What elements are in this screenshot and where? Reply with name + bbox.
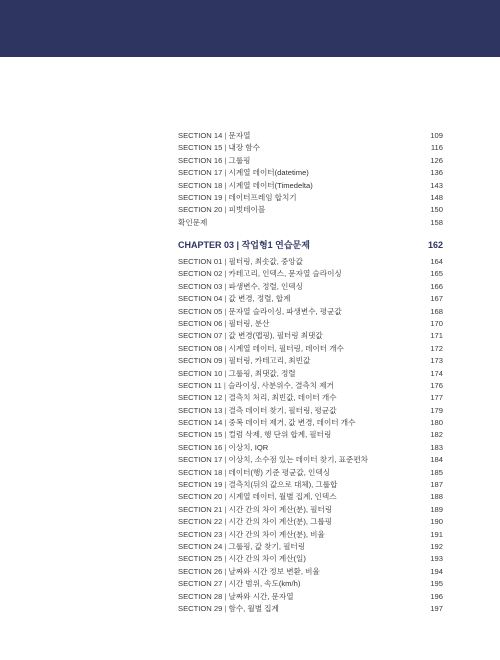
toc-entry-label [178,504,332,516]
toc-entry-label [178,330,323,342]
section-title: 문자열 슬라이싱, 파생변수, 평균값 [228,306,342,316]
section-separator: | [222,281,229,291]
section-number: SECTION 28 [178,591,223,601]
page-number: 190 [430,517,443,527]
toc-entry-label [178,380,334,392]
toc-entry-label [178,130,251,142]
section-separator: | [222,306,229,316]
section-number: SECTION 16 [178,155,223,165]
page-number: 187 [430,480,443,490]
page-number: 179 [430,405,443,415]
page-number: 196 [430,591,443,601]
section-number: SECTION 16 [178,442,223,452]
section-separator: | [222,430,229,440]
section-title: 날짜와 시간 정보 변환, 비율 [228,566,320,576]
toc-entry[interactable] [178,380,443,392]
section-number: SECTION 17 [178,455,223,465]
page-number: 165 [430,269,443,279]
section-separator: | [222,343,229,353]
toc-entry[interactable] [178,192,443,204]
toc-entry-label [178,355,310,367]
section-separator: | [222,368,229,378]
page-number: 191 [430,529,443,539]
section-number: SECTION 10 [178,368,223,378]
toc-entry[interactable] [178,318,443,330]
toc-entry[interactable] [178,467,443,479]
section-title: 필터링, 최솟값, 중앙값 [228,257,303,266]
section-title: 시간 간의 차이 계산(일) [228,554,306,564]
toc-entry-label [178,204,265,216]
page-number: 177 [430,393,443,403]
toc-entry-label [178,293,290,305]
toc-entry[interactable] [178,180,443,192]
section-number: SECTION 08 [178,343,223,353]
section-number: SECTION 14 [178,131,223,140]
toc-entry-label [178,155,251,167]
page-number: 189 [430,504,443,514]
toc-part-a [178,130,443,229]
toc-entry-label [178,405,337,417]
toc-entry-label [178,167,309,179]
toc-entry-label [178,306,342,318]
toc-entry[interactable] [178,167,443,179]
page-number: 158 [430,217,443,227]
page-number: 188 [430,492,443,502]
section-separator: | [222,318,229,328]
chapter-separator: | [236,240,242,250]
section-title: 값 변경(맵핑), 필터링 최댓값 [228,331,323,341]
section-number: SECTION 18 [178,467,223,477]
section-separator: | [222,418,229,428]
section-number: SECTION 11 [178,380,222,390]
section-separator: | [222,143,229,153]
header-band [0,0,500,57]
page-number: 171 [430,331,443,341]
toc-entry-label [178,467,330,479]
section-title: 시간 간의 차이 계산(분), 비율 [228,529,325,539]
section-number: SECTION 29 [178,603,223,613]
toc-entry-label [178,180,313,192]
chapter-heading[interactable] [178,238,443,251]
toc-entry[interactable] [178,578,443,590]
section-title: 결측치 처리, 최빈값, 데이터 개수 [228,393,337,403]
section-number: SECTION 12 [178,393,223,403]
section-number: SECTION 14 [178,418,223,428]
section-separator: | [222,257,229,266]
chapter-title-wrap [178,238,310,251]
section-number: SECTION 05 [178,306,223,316]
section-number: SECTION 09 [178,356,223,366]
toc-entry[interactable] [178,516,443,528]
chapter-page: 162 [427,240,443,250]
page-number: 168 [430,306,443,316]
section-title: 시간 범위, 속도(km/h) [228,579,301,589]
section-separator: | [222,591,229,601]
toc-entry-label [178,578,300,590]
toc-entry[interactable] [178,454,443,466]
page-number: 195 [430,579,443,589]
page-number: 182 [430,430,443,440]
toc-entry-label [178,591,294,603]
section-separator: | [221,380,228,390]
section-number: SECTION 07 [178,331,223,341]
page-number: 174 [430,368,443,378]
section-number: SECTION 06 [178,318,223,328]
section-separator: | [222,180,229,190]
toc-entry[interactable] [178,392,443,404]
section-number: SECTION 17 [178,168,223,178]
section-number: SECTION 04 [178,294,223,304]
section-separator: | [222,603,229,613]
section-title: 시계열 데이터, 월별 집계, 인덱스 [228,492,337,502]
toc-entry[interactable] [178,417,443,429]
toc-entry[interactable] [178,306,443,318]
toc-entry[interactable] [178,591,443,603]
page-number: 126 [430,155,443,165]
page-number: 167 [430,294,443,304]
section-title: 시계열 데이터, 필터링, 데이터 개수 [228,343,344,353]
section-title: 피벗테이블 [228,205,266,215]
toc-entry[interactable] [178,504,443,516]
page-number: 194 [430,566,443,576]
section-title: 중복 데이터 제거, 값 변경, 데이터 개수 [228,418,356,428]
section-number: SECTION 24 [178,541,223,551]
section-separator: | [222,541,229,551]
section-number: SECTION 19 [178,480,223,490]
toc-entry-label [178,566,320,578]
section-title: 함수, 월별 집계 [228,603,279,613]
page-number: 180 [430,418,443,428]
toc-entry[interactable] [178,368,443,380]
page-number: 150 [430,205,443,215]
section-title: 문자열 [228,131,251,140]
section-title: 그룹핑, 최댓값, 정렬 [228,368,296,378]
toc-entry[interactable] [178,541,443,553]
toc-entry[interactable] [178,429,443,441]
section-separator: | [222,455,229,465]
toc-entry-label [178,392,337,404]
toc-entry[interactable] [178,603,443,615]
toc-entry-label [178,516,332,528]
toc-entry-label [178,281,303,293]
page-number: 143 [430,180,443,190]
section-separator: | [222,517,229,527]
toc-entry-label [178,256,303,268]
toc-entry[interactable] [178,217,443,229]
chapter-label: CHAPTER 03 [178,240,235,250]
chapter-title: 작업형1 연습문제 [241,240,310,250]
toc-entry[interactable] [178,529,443,541]
section-number: SECTION 27 [178,579,223,589]
section-separator: | [222,480,229,490]
page-number: 172 [430,343,443,353]
page-number: 173 [430,356,443,366]
section-separator: | [222,504,229,514]
page-number: 192 [430,541,443,551]
section-title: 컬럼 삭제, 행 단위 합계, 필터링 [228,430,332,440]
toc-entry-label [178,217,207,229]
page-number: 185 [430,467,443,477]
toc-entry[interactable] [178,491,443,503]
section-title: 데이터(행) 기준 평균값, 인덱싱 [228,467,331,477]
section-separator: | [222,554,229,564]
page-number: 109 [430,131,443,140]
toc-entry-label [178,192,297,204]
section-separator: | [222,393,229,403]
section-number: SECTION 19 [178,192,223,202]
section-title: 필터링, 카테고리, 최빈값 [228,356,311,366]
section-title: 이상치, IQR [228,442,269,452]
section-number: SECTION 18 [178,180,223,190]
toc-entry-label [178,268,342,280]
section-title: 필터링, 분산 [228,318,270,328]
section-separator: | [222,192,229,202]
section-number: SECTION 23 [178,529,223,539]
section-number: SECTION 20 [178,492,223,502]
section-separator: | [222,205,229,215]
page-number: 197 [430,603,443,613]
section-separator: | [222,529,229,539]
section-title: 결측 데이터 찾기, 필터링, 평균값 [228,405,337,415]
section-title: 내장 함수 [228,143,260,153]
page-number: 193 [430,554,443,564]
toc-entry[interactable] [178,330,443,342]
section-title: 시계열 데이터(Timedelta) [228,180,313,190]
page-number: 183 [430,442,443,452]
section-separator: | [222,155,229,165]
toc-entry-label [178,454,368,466]
toc-entry[interactable] [178,204,443,216]
section-separator: | [222,566,229,576]
toc-part-b [178,256,443,615]
toc-entry-label [178,318,269,330]
section-separator: | [222,294,229,304]
toc-entry[interactable] [178,343,443,355]
toc-entry[interactable] [178,355,443,367]
section-number: SECTION 21 [178,504,223,514]
toc-entry-label [178,368,296,380]
section-title: 날짜와 시간, 문자열 [228,591,294,601]
toc-entry[interactable] [178,155,443,167]
section-title: 그룹핑 [228,155,251,165]
toc-entry[interactable] [178,293,443,305]
section-title: 결측치(뒤의 값으로 대체), 그룹합 [228,480,338,490]
toc-entry-label [178,343,344,355]
toc-entry-label [178,553,306,565]
section-title: 슬라이싱, 사분위수, 결측치 제거 [227,380,334,390]
section-separator: | [222,442,229,452]
section-number: SECTION 13 [178,405,223,415]
page-number: 170 [430,318,443,328]
toc-entry-label [178,529,325,541]
section-separator: | [222,467,229,477]
section-separator: | [222,356,229,366]
toc-entry-label [178,442,268,454]
section-title: 데이터프레임 합치기 [228,192,297,202]
section-number: SECTION 15 [178,430,223,440]
section-title: 그룹핑, 값 찾기, 필터링 [228,541,306,551]
section-number: SECTION 15 [178,143,223,153]
toc-entry[interactable] [178,442,443,454]
page-number: 176 [430,380,443,390]
section-number: SECTION 20 [178,205,223,215]
section-separator: | [222,269,229,279]
section-number: SECTION 25 [178,554,223,564]
page-number: 136 [430,168,443,178]
section-number: SECTION 03 [178,281,223,291]
section-separator: | [222,579,229,589]
section-title: 값 변경, 정렬, 합계 [228,294,291,304]
toc-entry-label [178,541,305,553]
toc-entry[interactable] [178,553,443,565]
section-title: 확인문제 [178,217,208,227]
toc-entry[interactable] [178,566,443,578]
toc-entry[interactable] [178,268,443,280]
toc-entry[interactable] [178,256,443,268]
section-title: 시간 간의 차이 계산(분), 그룹핑 [228,517,333,527]
toc-entry[interactable] [178,142,443,154]
toc-entry-label [178,417,355,429]
toc-entry-label [178,491,337,503]
toc-entry[interactable] [178,130,443,142]
section-title: 시계열 데이터(datetime) [228,168,309,178]
toc-entry[interactable] [178,281,443,293]
section-separator: | [222,331,229,341]
section-separator: | [222,131,229,140]
toc-entry-label [178,429,331,441]
section-title: 시간 간의 차이 계산(분), 필터링 [228,504,333,514]
section-separator: | [222,405,229,415]
section-number: SECTION 26 [178,566,223,576]
page-number: 148 [430,192,443,202]
section-title: 카테고리, 인덱스, 문자열 슬라이싱 [228,269,342,279]
section-separator: | [222,492,229,502]
section-number: SECTION 22 [178,517,223,527]
toc-entry[interactable] [178,405,443,417]
toc-entry[interactable] [178,479,443,491]
toc-entry-label [178,142,260,154]
toc-entry-label [178,603,279,615]
page-number: 164 [430,257,443,266]
page-number: 166 [430,281,443,291]
section-title: 이상치, 소수점 있는 데이터 찾기, 표준편차 [228,455,368,465]
page-number: 184 [430,455,443,465]
section-number: SECTION 01 [178,257,223,266]
section-number: SECTION 02 [178,269,223,279]
page-number: 116 [430,143,443,153]
section-separator: | [222,168,229,178]
section-title: 파생변수, 정렬, 인덱싱 [228,281,303,291]
toc-entry-label [178,479,337,491]
